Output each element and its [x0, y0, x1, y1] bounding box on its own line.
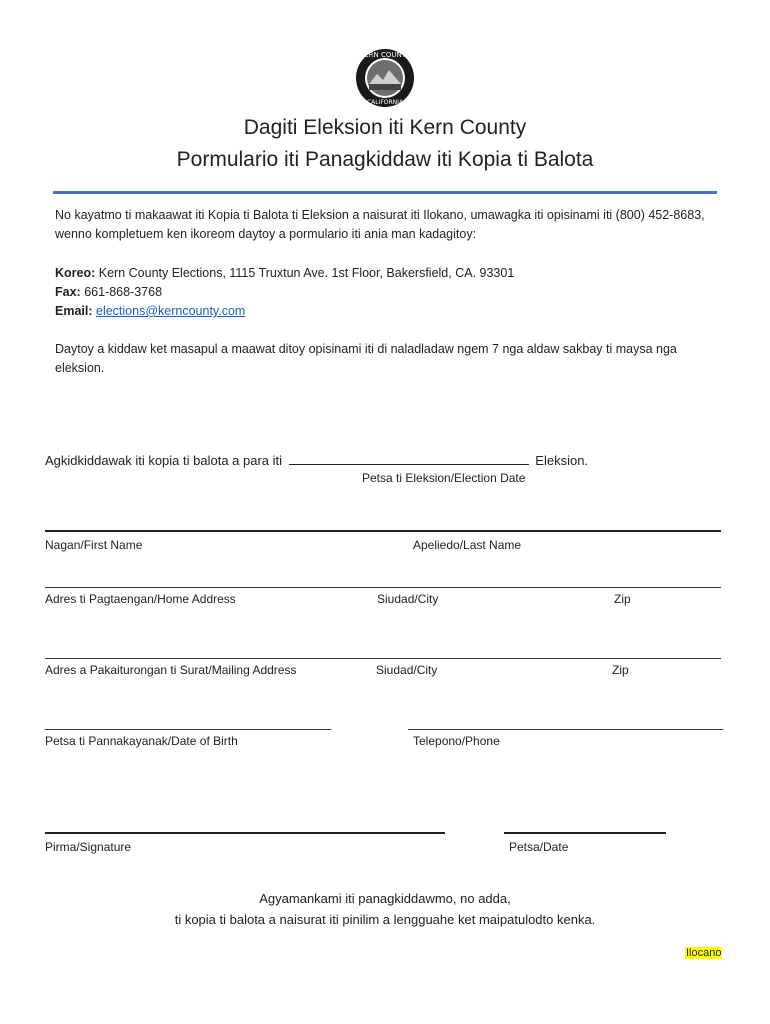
dob-input-line[interactable]: [45, 729, 331, 730]
header-divider: [53, 191, 717, 194]
signature-input-line[interactable]: [45, 832, 445, 834]
first-name-label: Nagan/First Name: [45, 538, 143, 552]
home-address-label: Adres ti Pagtaengan/Home Address: [45, 592, 236, 606]
dob-label: Petsa ti Pannakayanak/Date of Birth: [45, 734, 238, 748]
mailing-address-label: Adres a Pakaiturongan ti Surat/Mailing Address: [45, 663, 297, 677]
deadline-paragraph: Daytoy a kiddaw ket masapul a maawat ditoy opisinami iti di naladladaw ngem 7 nga aldaw sakbay ti maysa nga eleksion.: [55, 342, 677, 375]
request-suffix: Eleksion.: [535, 453, 589, 468]
election-date-input[interactable]: [289, 452, 529, 465]
name-input-line[interactable]: [45, 530, 721, 532]
home-zip-label: Zip: [614, 592, 631, 606]
election-request-line: [45, 452, 588, 468]
kern-county-seal-icon: [355, 48, 415, 108]
document-title: Dagiti Eleksion iti Kern County: [243, 116, 527, 139]
date-input-line[interactable]: [504, 832, 666, 834]
election-date-caption: Petsa ti Eleksion/Election Date: [362, 471, 526, 485]
contact-block: [55, 264, 720, 321]
fax-row: [55, 283, 720, 302]
seal-text-top: KERN COUNTY: [359, 51, 411, 59]
mailing-city-label: Siudad/City: [376, 663, 438, 677]
document-subtitle: Pormulario iti Panagkiddaw iti Kopia ti Balota: [176, 148, 594, 171]
home-city-label: Siudad/City: [377, 592, 439, 606]
last-name-label: Apeliedo/Last Name: [413, 538, 522, 552]
phone-input-line[interactable]: [408, 729, 723, 730]
mail-label: Koreo:: [55, 266, 96, 280]
mail-row: [55, 264, 720, 283]
home-address-input-line[interactable]: [45, 587, 721, 588]
closing-line-1: Agyamankami iti panagkiddawmo, no adda,: [259, 891, 511, 906]
phone-label: Telepono/Phone: [413, 734, 500, 748]
mail-address: Kern County Elections, 1115 Truxtun Ave. 1st Floor, Bakersfield, CA. 93301: [98, 266, 515, 280]
closing-line-2: ti kopia ti balota a naisurat iti pinilim a lengguahe ket maipatulodto kenka.: [174, 912, 596, 927]
request-prefix: Agkidkiddawak iti kopia ti balota a para iti: [45, 453, 283, 468]
seal-text-bottom: CALIFORNIA: [366, 99, 404, 106]
signature-label: Pirma/Signature: [45, 840, 132, 854]
email-link[interactable]: elections@kerncounty.com: [96, 304, 246, 318]
fax-number: 661-868-3768: [84, 285, 163, 299]
date-label: Petsa/Date: [509, 840, 569, 854]
fax-label: Fax:: [55, 285, 81, 299]
email-row: [55, 302, 720, 321]
language-tag: Ilocano: [686, 947, 722, 959]
email-label: Email:: [55, 304, 93, 318]
intro-paragraph: No kayatmo ti makaawat iti Kopia ti Balota ti Eleksion a naisurat iti Ilokano, umawagka iti opisinami iti (800) 452-8683, wenno kompletuem ken ikoreom daytoy a pormulario iti ania man kadagitoy:: [55, 208, 705, 241]
mailing-zip-label: Zip: [612, 663, 629, 677]
mailing-address-input-line[interactable]: [45, 658, 721, 659]
